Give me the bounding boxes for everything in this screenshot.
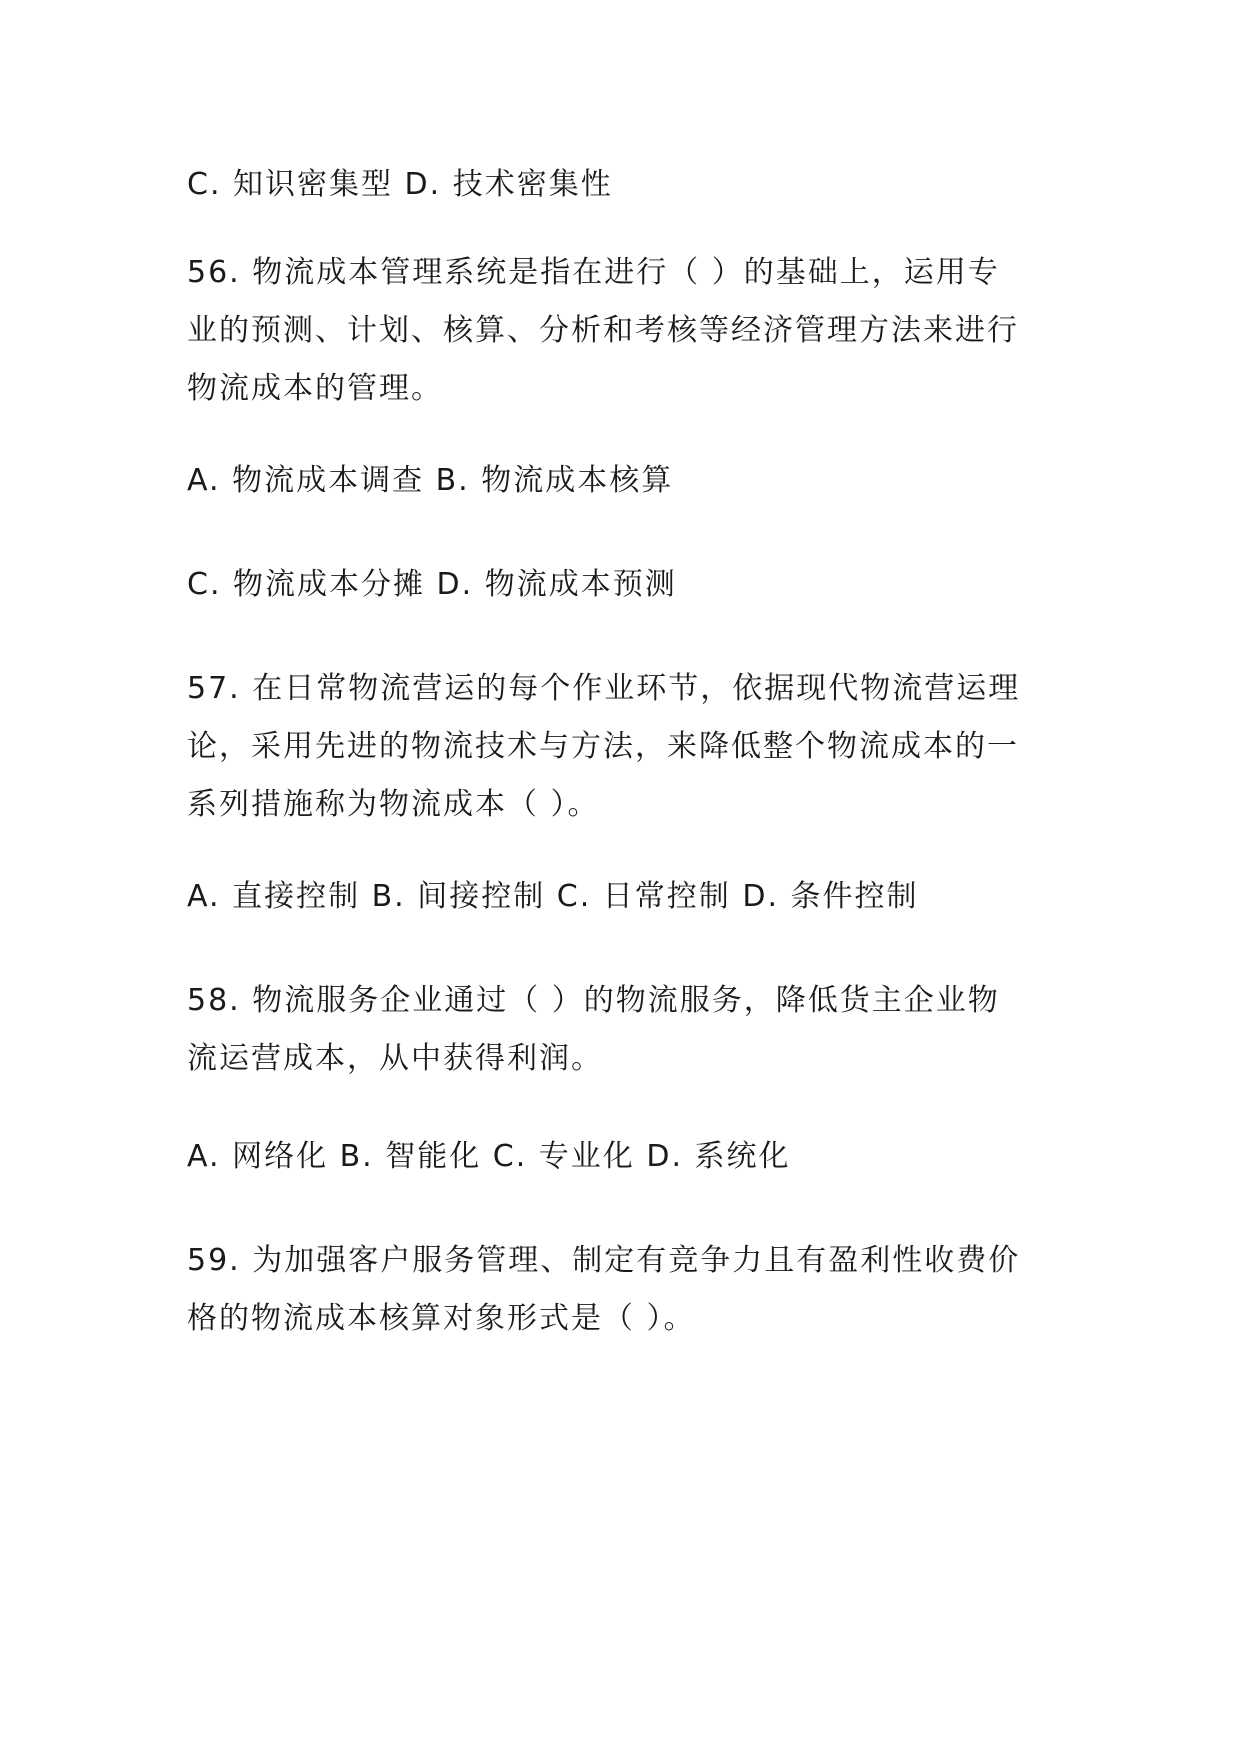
text-line: A. 网络化 B. 智能化 C. 专业化 D. 系统化 [187,1139,791,1174]
question-57 [187,660,1057,834]
text-line: 论，采用先进的物流技术与方法，来降低整个物流成本的一 [187,729,1019,764]
question-56 [187,244,1057,418]
text-line: 物流成本的管理。 [187,371,443,406]
text-line: A. 直接控制 B. 间接控制 C. 日常控制 D. 条件控制 [187,879,919,914]
options-57 [187,868,1057,926]
text-line: 57. 在日常物流营运的每个作业环节，依据现代物流营运理 [187,671,1021,706]
question-59 [187,1232,1057,1348]
text-line: 格的物流成本核算对象形式是（ ）。 [187,1301,696,1336]
text-line: 业的预测、计划、核算、分析和考核等经济管理方法来进行 [187,313,1019,348]
options-58 [187,1128,1057,1186]
text-line: 系列措施称为物流成本（ ）。 [187,787,600,822]
options-56-ab [187,452,1057,510]
text-line: C. 物流成本分摊 D. 物流成本预测 [187,567,677,602]
options-55-cd [187,156,1057,214]
text-line: 58. 物流服务企业通过（ ）的物流服务，降低货主企业物 [187,983,1000,1018]
text-line: 56. 物流成本管理系统是指在进行（ ）的基础上，运用专 [187,255,1000,290]
options-56-cd [187,556,1057,614]
text-line: 流运营成本，从中获得利润。 [187,1041,603,1076]
text-line: A. 物流成本调查 B. 物流成本核算 [187,463,674,498]
text-line: 59. 为加强客户服务管理、制定有竞争力且有盈利性收费价 [187,1243,1021,1278]
text-line: C. 知识密集型 D. 技术密集性 [187,167,613,202]
question-58 [187,972,1057,1088]
